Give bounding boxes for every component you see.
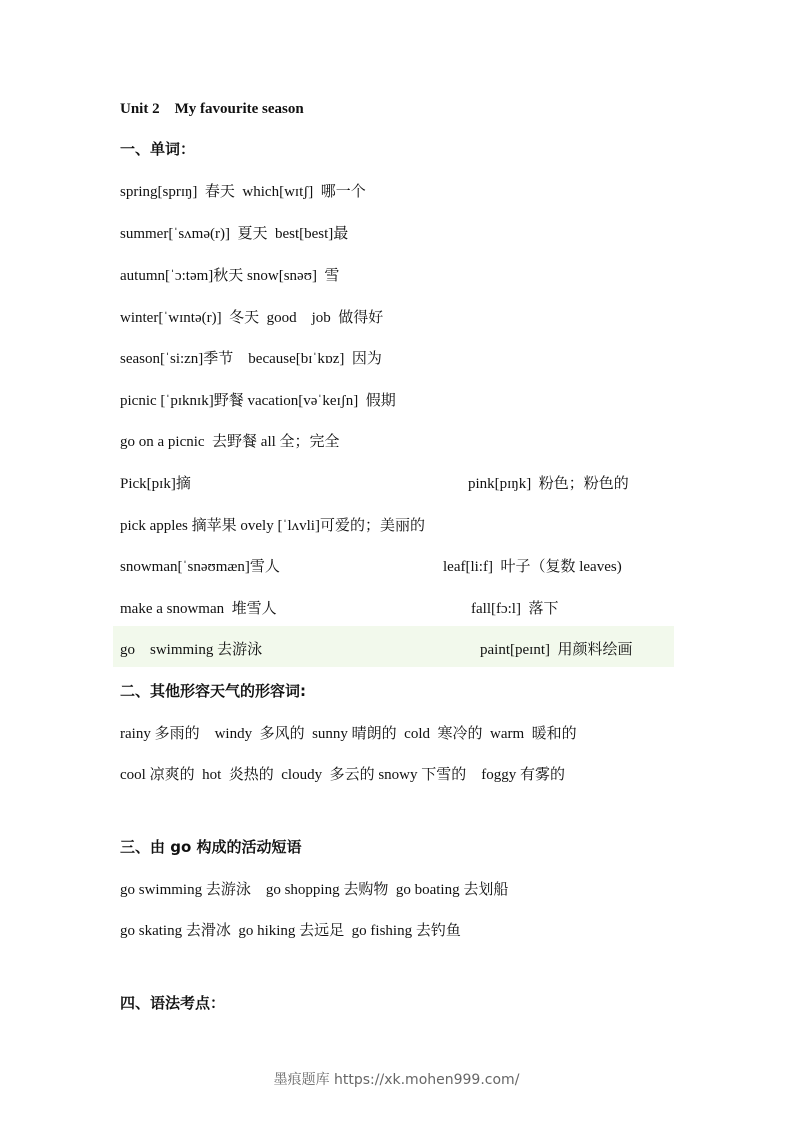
vocab-line: spring[sprɪŋ] 春天 which[wɪtʃ] 哪一个	[120, 184, 366, 200]
section-heading-go-phrases: 三、由 go 构成的活动短语	[120, 838, 302, 856]
vocab-pair-left: go swimming 去游泳	[120, 642, 263, 658]
vocab-pair-right: pink[pɪŋk] 粉色；粉色的	[468, 476, 629, 492]
adjective-line: cool 凉爽的 hot 炎热的 cloudy 多云的 snowy 下雪的 foggy 有雾的	[120, 767, 565, 783]
section-heading-weather-adjectives: 二、其他形容天气的形容词:	[120, 682, 306, 700]
vocab-line: picnic [ˈpɪknɪk]野餐 vacation[vəˈkeɪʃn] 假期	[120, 393, 396, 409]
adjective-line: rainy 多雨的 windy 多风的 sunny 晴朗的 cold 寒冷的 warm 暖和的	[120, 726, 577, 742]
vocab-line: autumn[ˈɔ:təm]秋天 snow[snəʊ] 雪	[120, 268, 340, 284]
section-heading-vocabulary: 一、单词：	[120, 140, 196, 158]
vocab-line: summer[ˈsʌmə(r)] 夏天 best[best]最	[120, 226, 349, 242]
vocab-pair-left: make a snowman 堆雪人	[120, 601, 277, 617]
vocab-pair-right: leaf[li:f] 叶子（复数 leaves)	[443, 559, 622, 575]
vocab-pair-left: snowman[ˈsnəʊmæn]雪人	[120, 559, 280, 575]
vocab-pair-left: pick apples 摘苹果 ovely [ˈlʌvli]可爱的；美丽的	[120, 518, 425, 534]
vocab-pair-right: paint[peɪnt] 用颜料绘画	[480, 642, 633, 658]
vocab-line: season[ˈsi:zn]季节 because[bɪˈkɒz] 因为	[120, 351, 382, 367]
unit-title: Unit 2 My favourite season	[120, 101, 304, 117]
footer-watermark-link[interactable]: 墨痕题库 https://xk.mohen999.com/	[273, 1072, 520, 1088]
section-heading-grammar: 四、语法考点：	[120, 994, 226, 1012]
phrase-line: go skating 去滑冰 go hiking 去远足 go fishing 去钓鱼	[120, 923, 461, 939]
vocab-pair-left: Pick[pɪk]摘	[120, 476, 191, 492]
vocab-line: winter[ˈwɪntə(r)] 冬天 good job 做得好	[120, 310, 384, 326]
vocab-pair-right: fall[fɔ:l] 落下	[471, 601, 559, 617]
vocab-line: go on a picnic 去野餐 all 全；完全	[120, 434, 340, 450]
phrase-line: go swimming 去游泳 go shopping 去购物 go boating 去划船	[120, 882, 509, 898]
